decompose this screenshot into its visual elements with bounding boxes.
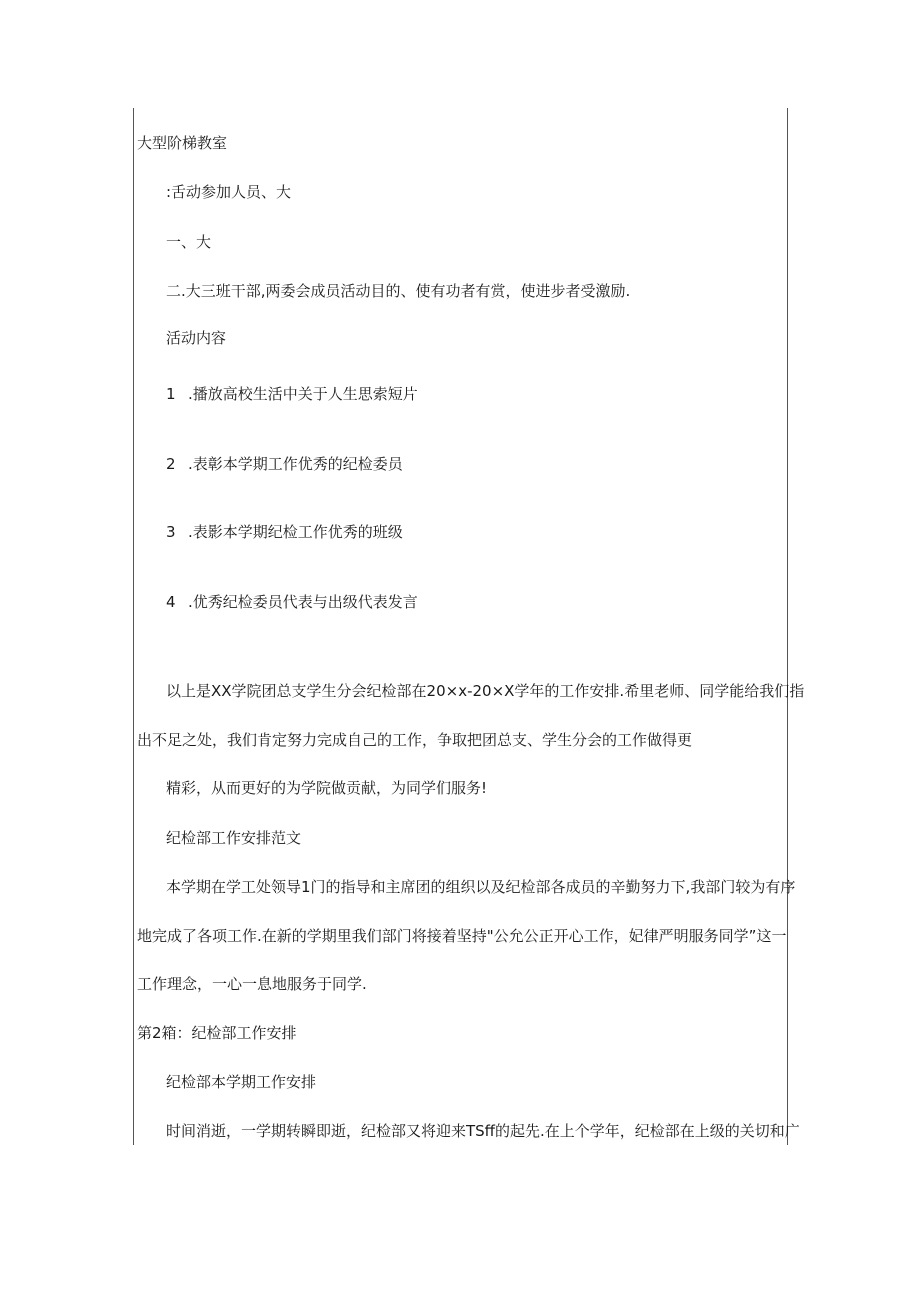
list-item (166, 454, 403, 474)
list-item (166, 592, 418, 612)
list-item-text: .优秀纪检委员代表与出级代表发言 (188, 593, 418, 611)
section-heading: 纪检部工作安排范文 (166, 829, 302, 847)
section-heading: 活动内容 (166, 329, 227, 347)
paragraph-line: 精彩，从而更好的为学院做贡献，为同学们服务! (166, 779, 488, 797)
list-item-text: .表影本学期纪检工作优秀的班级 (188, 523, 403, 541)
left-border-line (133, 108, 134, 1145)
list-item-number: 4 (166, 593, 176, 611)
list-item-number: 1 (166, 385, 176, 403)
paragraph-line: 时间消逝，一学期转瞬即逝，纪检部又将迎来TSff的起先.在上个学年，纪检部在上级的关切和广 (166, 1122, 800, 1140)
paragraph-line: 以上是XX学院团总支学生分会纪检部在20×x-20×X学年的工作安排.希里老师、同学能给我们指 (166, 682, 805, 700)
section-heading: 纪检部本学期工作安排 (166, 1073, 317, 1091)
paragraph-line: 出不足之处，我们肯定努力完成自己的工作，争取把团总支、学生分会的工作做得更 (137, 731, 693, 749)
list-item-number: 2 (166, 455, 176, 473)
paragraph-line: 工作理念，一心一息地服务于同学. (137, 975, 367, 993)
text-line: :舌动参加人员、大 (166, 183, 292, 201)
paragraph-line: 本学期在学工处领导1门的指导和主席团的组织以及纪检部各成员的辛勤努力下,我部门较为有序 (166, 878, 796, 896)
list-item (166, 384, 418, 404)
text-line: 二.大三班干部,两委会成员活动目的、使有功者有赏，使进步者受激励. (166, 282, 631, 300)
list-item-text: .表彰本学期工作优秀的纪检委员 (188, 455, 403, 473)
text-line: 一、大 (166, 233, 212, 251)
list-item-number: 3 (166, 523, 176, 541)
text-line: 大型阶梯教室 (137, 134, 228, 152)
paragraph-line: 地完成了各项工作.在新的学期里我们部门将接着坚持"公允公正开心工作，妃律严明服务同学”这一 (137, 927, 787, 945)
chapter-heading: 第2箱：纪检部工作安排 (137, 1024, 297, 1042)
list-item-text: .播放高校生活中关于人生思索短片 (188, 385, 418, 403)
list-item (166, 522, 403, 542)
right-border-line (787, 108, 788, 1145)
